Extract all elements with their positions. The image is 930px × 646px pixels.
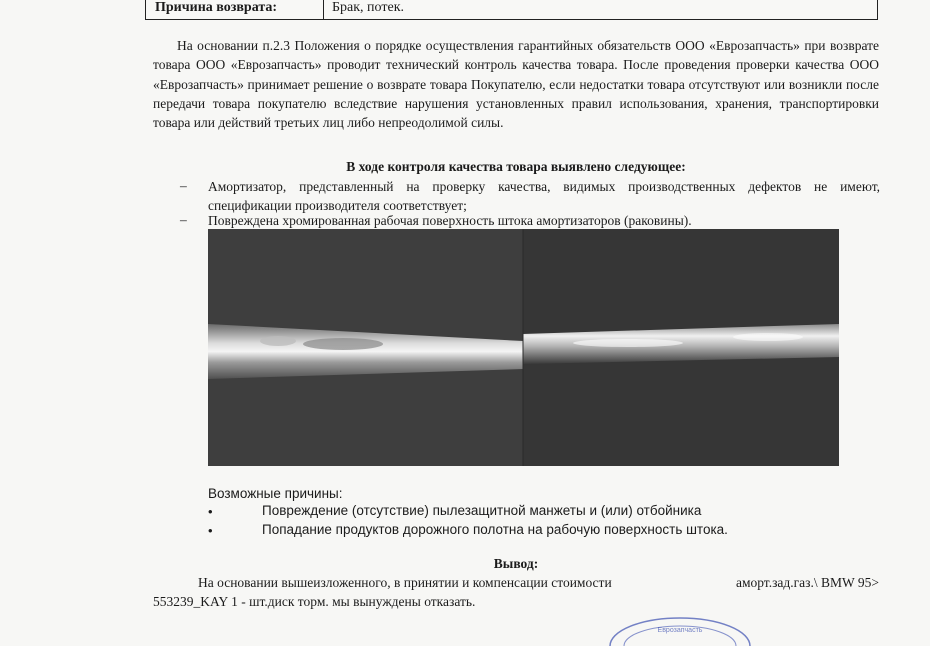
findings-dash-1: – bbox=[180, 178, 187, 193]
conclusion-line-2: 553239_KAY 1 - шт.диск торм. мы вынуждены отказать. bbox=[153, 594, 476, 609]
stamp-text: Еврозапчасть bbox=[657, 627, 703, 634]
intro-paragraph: На основании п.2.3 Положения о порядке осуществления гарантийных обязательств ООО «Еврозапчасть» при возврате товара ООО «Еврозапчасть» проводит технический контроль качества товара. После проведения проверки качества ООО «Еврозапчасть» принимает решение о возврате товара Покупателю, если недостатки товара отсутствуют или возникли после передачи товара покупателю вследствие нарушения установленных правил использования, хранения, транспортировки товара или действий третьих лиц либо непреодолимой силы. bbox=[153, 38, 879, 131]
return-reason-value: Брак, потек. bbox=[332, 0, 404, 15]
findings-item-1: Амортизатор, представленный на проверку качества, видимых производственных дефектов не имеют, спецификации производителя соответствует; bbox=[208, 179, 880, 213]
causes-heading: Возможные причины: bbox=[208, 486, 343, 501]
conclusion-text bbox=[153, 573, 879, 611]
conclusion-heading: Вывод: bbox=[493, 556, 539, 571]
return-reason-label: Причина возврата: bbox=[146, 0, 324, 19]
conclusion-line-1-left: На основании вышеизложенного, в принятии и компенсации стоимости bbox=[198, 575, 612, 590]
findings-item-2: Повреждена хромированная рабочая поверхность штока амортизаторов (раковины). bbox=[208, 213, 692, 228]
shock-absorber-rod-photo bbox=[208, 229, 839, 466]
company-stamp-icon bbox=[600, 606, 760, 646]
findings-dash-2: – bbox=[180, 212, 187, 227]
findings-heading: В ходе контроля качества товара выявлено следующее: bbox=[346, 159, 686, 174]
conclusion-line-1-right: аморт.зад.газ.\ BMW 95> bbox=[735, 575, 879, 590]
causes-item-1: Повреждение (отсутствие) пылезащитной манжеты и (или) отбойника bbox=[262, 503, 702, 518]
bullet-icon: • bbox=[208, 523, 213, 538]
return-reason-table bbox=[145, 0, 878, 20]
bullet-icon: • bbox=[208, 504, 213, 519]
causes-item-2: Попадание продуктов дорожного полотна на рабочую поверхность штока. bbox=[262, 522, 728, 537]
